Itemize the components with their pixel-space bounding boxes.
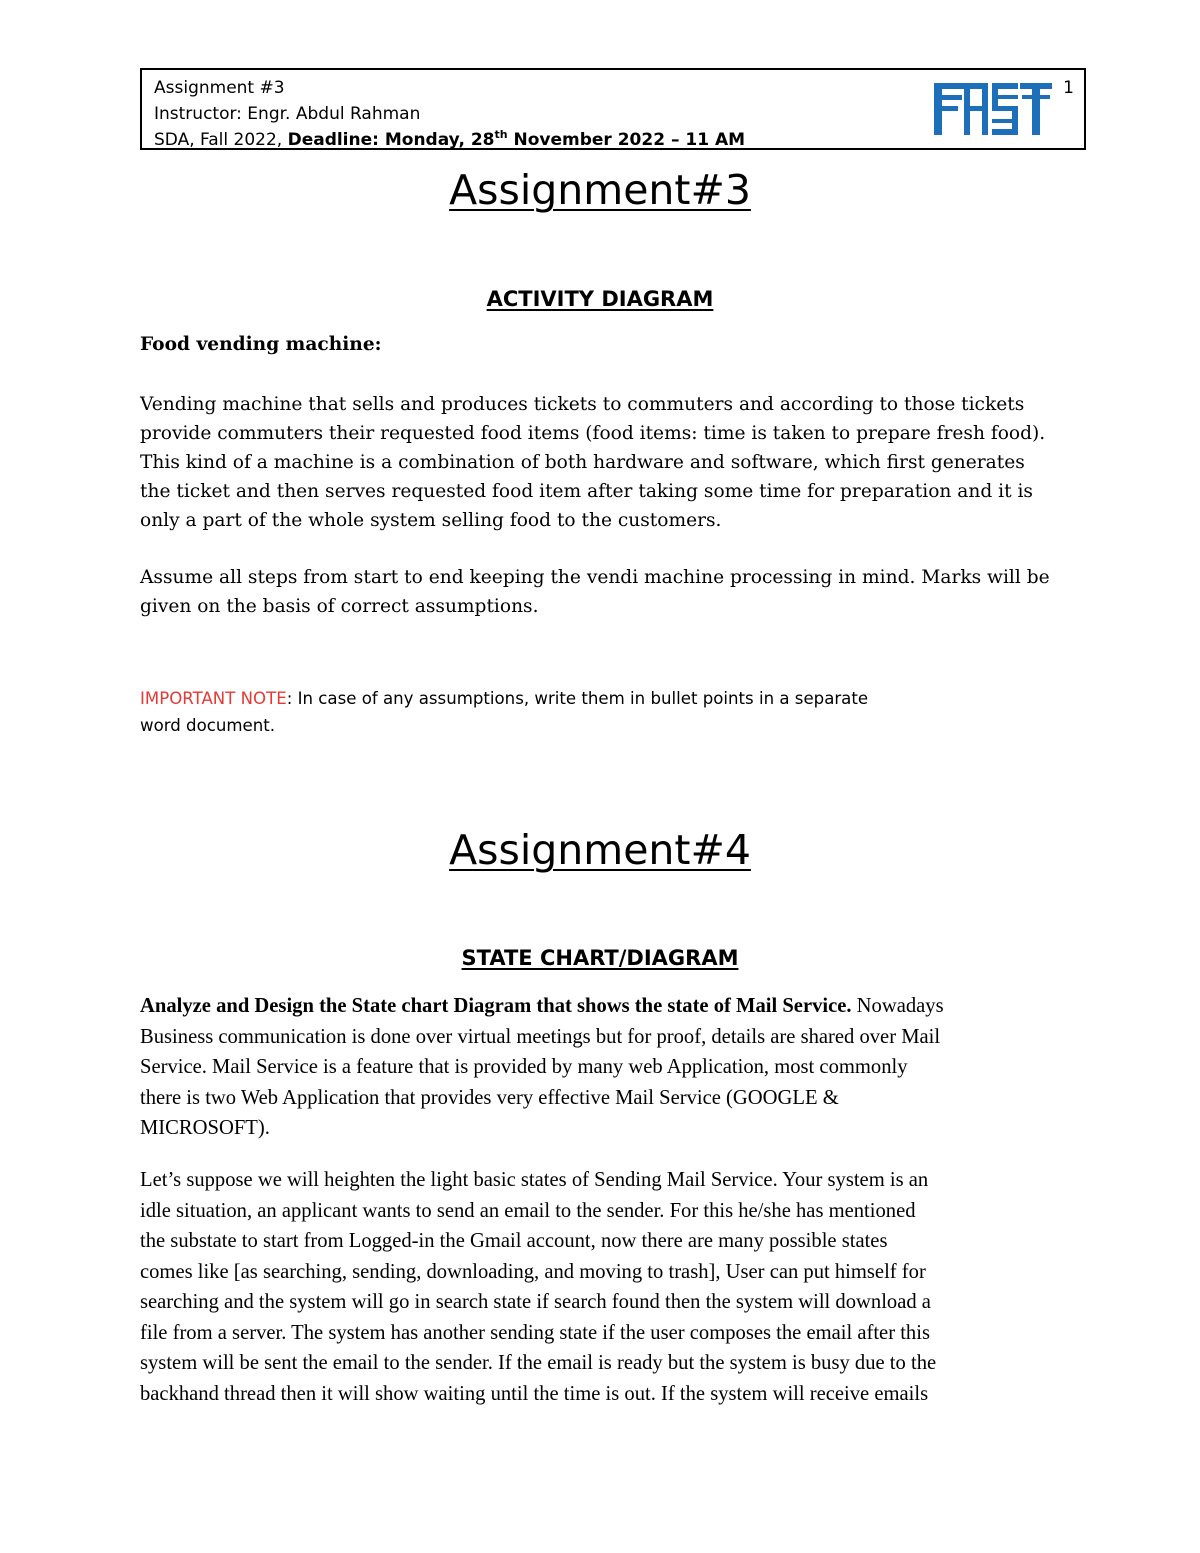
paragraph-line: provide commuters their requested food items (food items: time is taken to prepare fresh food).	[140, 423, 1046, 444]
header-assignment: Assignment #3	[154, 78, 285, 98]
paragraph-line: only a part of the whole system selling food to the customers.	[140, 510, 722, 531]
state-chart-heading: STATE CHART/DIAGRAM	[461, 946, 739, 970]
paragraph-line: idle situation, an applicant wants to send an email to the sender. For this he/she has mentioned	[140, 1199, 916, 1222]
paragraph-line: Let’s suppose we will heighten the light basic states of Sending Mail Service. Your system is an	[140, 1169, 929, 1191]
mail-service-body	[140, 1165, 1060, 1409]
paragraph-line: Business communication is done over virtual meetings but for proof, details are shared over Mail	[140, 1025, 941, 1048]
important-note-label: IMPORTANT NOTE	[140, 689, 287, 708]
paragraph-line: the ticket and then serves requested food item after taking some time for preparation and it is	[140, 481, 1033, 502]
assumptions-paragraph	[140, 563, 1060, 621]
vending-paragraph	[140, 390, 1060, 535]
paragraph-line: system will be sent the email to the sender. If the email is ready but the system is busy due to the	[140, 1352, 937, 1374]
activity-diagram-heading: ACTIVITY DIAGRAM	[486, 287, 714, 311]
paragraph-line: This kind of a machine is a combination of both hardware and software, which first generates	[140, 452, 1025, 473]
paragraph-line: file from a server. The system has another sending state if the user composes the email after this	[140, 1321, 930, 1344]
assignment3-title: Assignment#3	[449, 166, 751, 214]
paragraph-line: given on the basis of correct assumptions.	[140, 596, 539, 617]
paragraph-line: Assume all steps from start to end keeping the vendi machine processing in mind. Marks will be	[140, 567, 1050, 588]
food-vending-heading: Food vending machine:	[140, 334, 382, 355]
header-instructor: Instructor: Engr. Abdul Rahman	[154, 104, 421, 124]
assignment4-title: Assignment#4	[449, 826, 751, 874]
paragraph-line: searching and the system will go in search state if search found then the system will download a	[140, 1291, 931, 1313]
paragraph-line: MICROSOFT).	[140, 1117, 270, 1139]
paragraph-line: Vending machine that sells and produces tickets to commuters and according to those tickets	[140, 394, 1025, 415]
document-header	[140, 68, 1086, 150]
intro-bold: Analyze and Design the State chart Diagram that shows the state of Mail Service.	[140, 995, 852, 1017]
page-number: 1	[1063, 78, 1074, 98]
important-note: IMPORTANT NOTE: In case of any assumptions, write them in bullet points in a separate word document.	[140, 689, 869, 735]
paragraph-line: Service. Mail Service is a feature that is provided by many web Application, most commonly	[140, 1056, 908, 1078]
paragraph-line: the substate to start from Logged-in the Gmail account, now there are many possible states	[140, 1230, 888, 1252]
paragraph-line: comes like [as searching, sending, downloading, and moving to trash], User can put himself for	[140, 1260, 926, 1283]
paragraph-line: there is two Web Application that provides very effective Mail Service (GOOGLE &	[140, 1086, 839, 1109]
paragraph-line: backhand thread then it will show waiting until the time is out. If the system will receive emails	[140, 1382, 929, 1405]
mail-service-intro: Analyze and Design the State chart Diagram that shows the state of Mail Service. Nowadays Business communication is done over virtual meetings but for proof, details are shared over Mail Service. Mail Service is a feature that is provided by many web Application, most commonly there is two Web Application that provides very effective Mail Service (GOOGLE & MICROSOFT).	[140, 991, 1060, 1144]
fast-logo	[934, 81, 1052, 137]
header-deadline: SDA, Fall 2022, Deadline: Monday, 28th November 2022 – 11 AM	[154, 128, 746, 150]
